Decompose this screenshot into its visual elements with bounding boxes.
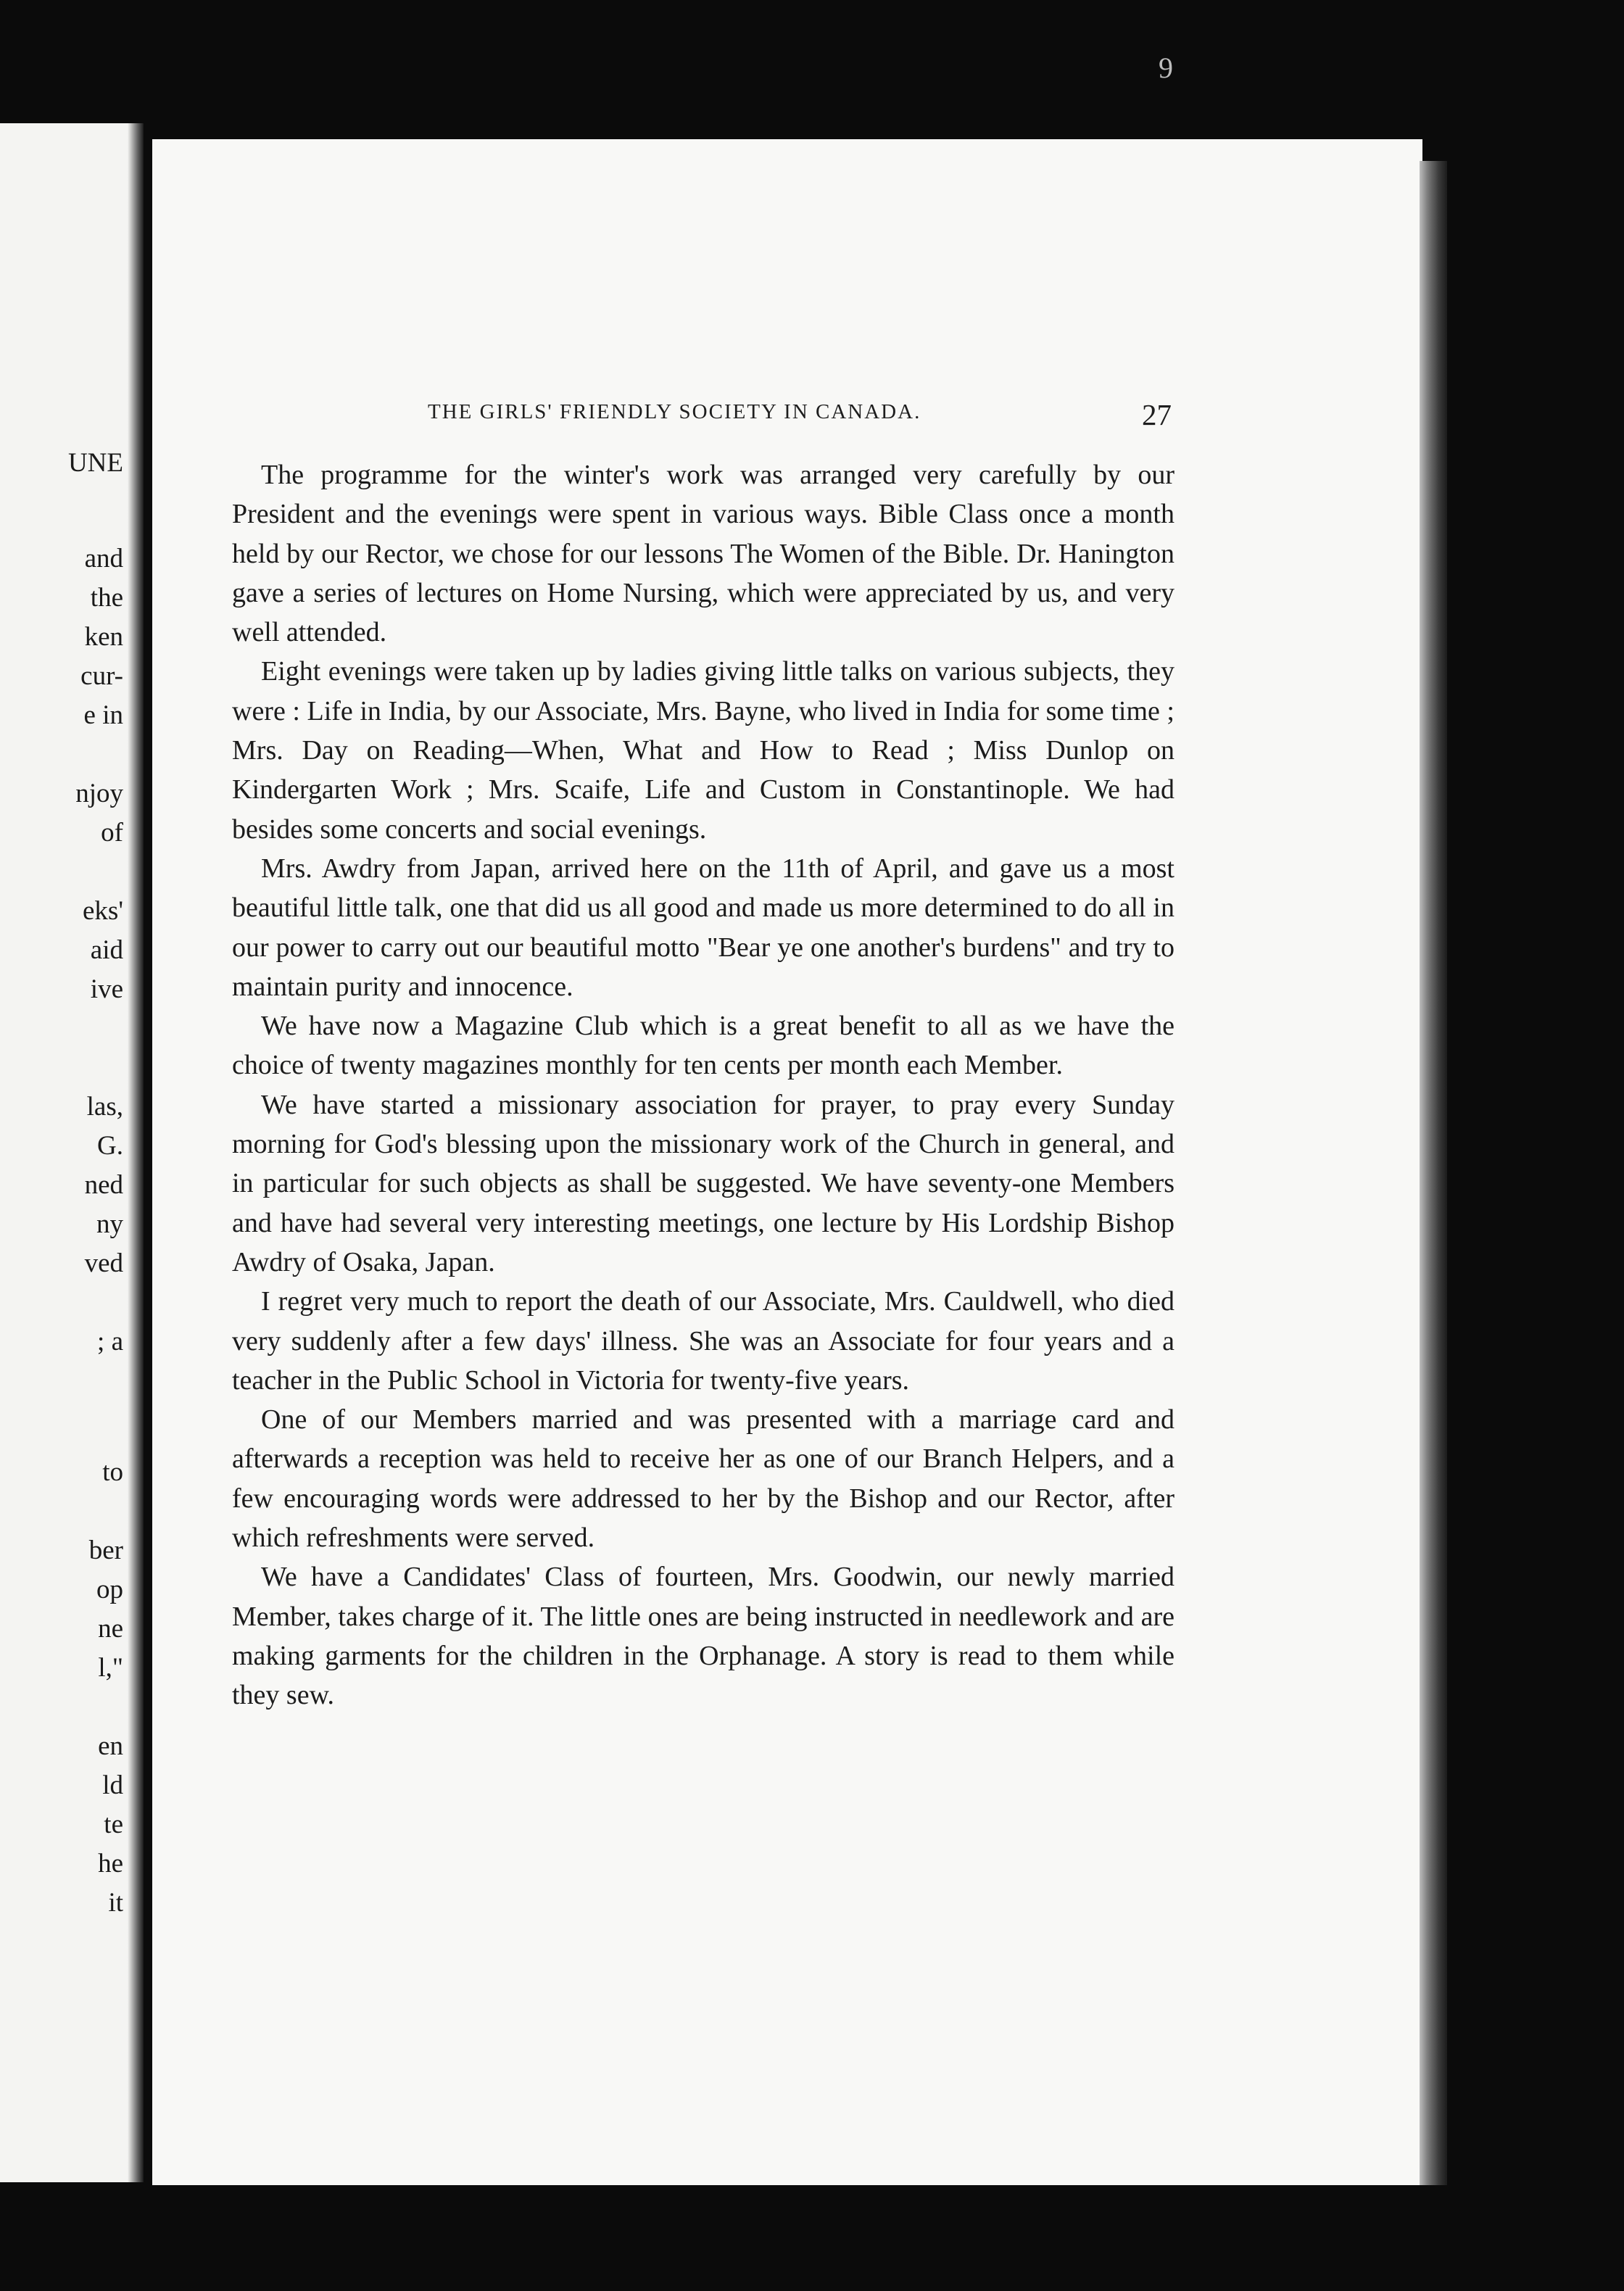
facing-page-fragment: he: [98, 1849, 123, 1878]
facing-page-fragment: ; a: [97, 1327, 123, 1356]
facing-page-fragment: eks': [83, 896, 123, 926]
facing-page-fragment: op: [96, 1575, 123, 1604]
facing-page-fragment: ned: [84, 1170, 123, 1200]
page-number: 27: [1142, 398, 1172, 431]
facing-page-fragment: aid: [90, 935, 123, 965]
facing-page-fragment: e in: [83, 700, 123, 730]
page-edge: [1420, 161, 1447, 2185]
facing-page-fragment: ken: [84, 622, 123, 652]
running-head: THE GIRLS' FRIENDLY SOCIETY IN CANADA.: [428, 400, 921, 423]
facing-page-fragment: las,: [86, 1092, 123, 1122]
facing-page-fragment: ive: [90, 974, 123, 1004]
facing-page-fragment: njoy: [75, 779, 123, 808]
paragraph: We have now a Magazine Club which is a great benefit to all as we have the choice of twenty magazines monthly for ten cents per month each Member.: [232, 1011, 1174, 1081]
paragraph: We have a Candidates' Class of fourteen, Mrs. Goodwin, our newly married Member, takes charge of it. The little ones are being instructed in needlework and are making garments for the children in the Orphanage. A story is read to them while they sew.: [232, 1562, 1174, 1711]
facing-page-fragment: of: [101, 818, 123, 848]
facing-page-fragment: ved: [84, 1248, 123, 1278]
facing-page-fragment: cur-: [80, 661, 123, 691]
facing-page-gutter: [128, 123, 144, 2182]
facing-page-fragment: and: [84, 544, 123, 573]
paragraph: We have started a missionary association for prayer, to pray every Sunday morning for God's blessing upon the missionary work of the Church in general, and in particular for such objects as shall be suggested. We have seventy-one Members and have had several very interesting meetings, one lecture by His Lordship Bishop Awdry of Osaka, Japan.: [232, 1089, 1174, 1277]
corner-mark: 9: [1159, 51, 1173, 84]
paragraph: One of our Members married and was presented with a marriage card and afterwards a reception was held to receive her as one of our Branch Helpers, and a few encouraging words were addressed to her by the Bishop and our Rector, after which refreshments were served.: [232, 1404, 1174, 1554]
facing-page-fragment: G.: [97, 1131, 123, 1161]
facing-page-fragment: ny: [96, 1209, 123, 1239]
paragraph: Eight evenings were taken up by ladies giving little talks on various subjects, they were : Life in India, by our Associate, Mrs. Bayne, who lived in India for some time ; Mrs. Day on Reading—When, What and How to Read ; Miss Dunlop on Kindergarten Work ; Mrs. Scaife, Life and Custom in Constantinople. We had besides some concerts and social evenings.: [232, 656, 1174, 845]
facing-page-fragment: en: [98, 1731, 123, 1761]
facing-page-fragment: ld: [102, 1770, 123, 1800]
facing-page-fragment: ne: [98, 1614, 123, 1644]
facing-page-fragment: te: [104, 1810, 123, 1839]
facing-page-fragment: it: [108, 1888, 123, 1918]
facing-page-fragment: ber: [88, 1536, 123, 1565]
paragraph: I regret very much to report the death of our Associate, Mrs. Cauldwell, who died very suddenly after a few days' illness. She was an Associate for four years and a teacher in the Public School in Victoria for twenty-five years.: [232, 1286, 1174, 1396]
facing-page-fragment: the: [90, 583, 123, 613]
paragraph: The programme for the winter's work was arranged very carefully by our President and the evenings were spent in various ways. Bible Class once a month held by our Rector, we chose for our lessons The Women of the Bible. Dr. Hanington gave a series of lectures on Home Nursing, which were appreciated by us, and very well attended.: [232, 460, 1174, 648]
facing-page-fragment: UNE: [67, 448, 123, 478]
facing-page-fragment: to: [102, 1457, 123, 1487]
paragraph: Mrs. Awdry from Japan, arrived here on the 11th of April, and gave us a most beautiful little talk, one that did us all good and made us more determined to do all in our power to carry out our beautiful motto "Bear ye one another's burdens" and try to maintain purity and innocence.: [232, 853, 1174, 1002]
facing-page-fragment: l,": [98, 1653, 123, 1683]
body-text: [232, 455, 1174, 1715]
